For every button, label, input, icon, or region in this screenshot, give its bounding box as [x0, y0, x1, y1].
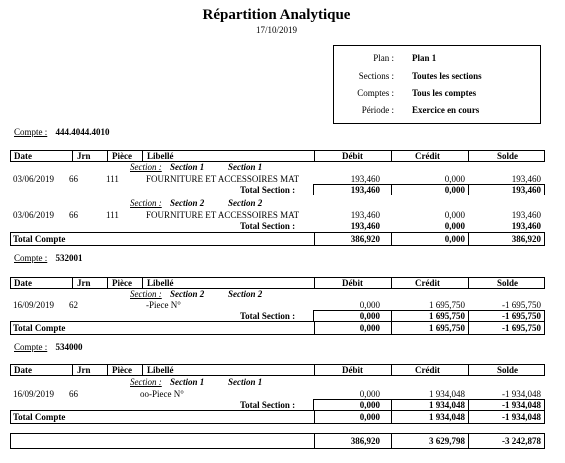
account-total-row: [10, 323, 543, 333]
section-label: Section :: [130, 377, 162, 387]
section-label: Section :: [130, 162, 162, 172]
col-piece: Pièce: [112, 278, 132, 288]
cell-credit: 0,000: [444, 174, 465, 184]
section-label: Section :: [130, 198, 162, 208]
total-debit: 386,920: [350, 234, 380, 244]
section-code: Section 2: [170, 289, 205, 299]
account-heading: [14, 127, 110, 137]
param-label: Plan :: [373, 53, 394, 63]
cell-debit: 0,000: [359, 389, 380, 399]
section-total-row: [10, 221, 543, 231]
total-solde: -1 695,750: [502, 311, 541, 321]
section-name: Section 2: [228, 198, 263, 208]
section-heading: [10, 289, 543, 299]
cell-libelle: -Piece N°: [146, 300, 181, 310]
total-solde: -1 695,750: [502, 323, 541, 333]
total-section-label: Total Section :: [240, 185, 296, 195]
cell-credit: 1 934,048: [429, 389, 465, 399]
total-solde: -1 934,048: [502, 412, 541, 422]
cell-jrn: 66: [69, 174, 78, 184]
col-solde: Solde: [497, 151, 519, 161]
cell-debit: 193,460: [350, 174, 380, 184]
col-credit: Crédit: [415, 151, 440, 161]
cell-jrn: 62: [69, 300, 78, 310]
col-piece: Pièce: [112, 365, 132, 375]
total-credit: 1 695,750: [429, 323, 465, 333]
total-credit: 1 695,750: [429, 311, 465, 321]
param-value: Tous les comptes: [412, 88, 477, 98]
total-credit: 0,000: [444, 234, 465, 244]
cell-solde: 193,460: [511, 174, 541, 184]
report-title: Répartition Analytique: [202, 7, 351, 23]
cell-jrn: 66: [69, 210, 78, 220]
account-total-row: [10, 412, 543, 422]
cell-solde: 193,460: [511, 210, 541, 220]
account-heading: [14, 253, 83, 263]
section-code: Section 2: [170, 198, 205, 208]
total-credit: 1 934,048: [429, 412, 465, 422]
total-section-label: Total Section :: [240, 311, 296, 321]
total-debit: 0,000: [359, 323, 380, 333]
param-value: Plan 1: [412, 53, 437, 63]
account-number: 534000: [55, 342, 83, 352]
section-total-row: [10, 311, 543, 321]
table-row: [10, 174, 543, 184]
cell-libelle: oo-Piece N°: [140, 389, 184, 399]
param-label: Comptes :: [357, 88, 394, 98]
section-code: Section 1: [170, 377, 205, 387]
cell-piece: 111: [106, 174, 119, 184]
col-piece: Pièce: [112, 151, 132, 161]
cell-date: 16/09/2019: [13, 389, 55, 399]
section-label: Section :: [130, 289, 162, 299]
section-heading: [10, 198, 543, 208]
param-value: Toutes les sections: [412, 71, 482, 81]
table-row: [10, 389, 543, 399]
account-number: 444.4044.4010: [55, 127, 110, 137]
section-heading: [10, 377, 543, 387]
param-value: Exercice en cours: [412, 105, 480, 115]
param-label: Période :: [361, 105, 394, 115]
table-header: [10, 277, 545, 289]
total-debit: 193,460: [350, 185, 380, 195]
col-jrn: Jrn: [77, 365, 91, 375]
account-total-row: [10, 234, 543, 244]
cell-date: 03/06/2019: [13, 174, 55, 184]
col-credit: Crédit: [415, 278, 440, 288]
col-libelle: Libellé: [147, 365, 174, 375]
total-credit: 0,000: [444, 221, 465, 231]
col-jrn: Jrn: [77, 151, 91, 161]
total-solde: 193,460: [511, 185, 541, 195]
cell-credit: 1 695,750: [429, 300, 465, 310]
cell-piece: 111: [106, 210, 119, 220]
total-credit: 1 934,048: [429, 400, 465, 410]
section-heading: [10, 162, 543, 172]
section-name: Section 2: [228, 289, 263, 299]
col-date: Date: [14, 151, 32, 161]
section-name: Section 1: [228, 162, 263, 172]
col-solde: Solde: [497, 278, 519, 288]
grand-total-solde: -3 242,878: [502, 436, 541, 446]
table-row: [10, 300, 543, 310]
col-jrn: Jrn: [77, 278, 91, 288]
total-solde: 193,460: [511, 221, 541, 231]
account-label: Compte :: [14, 253, 48, 263]
cell-date: 03/06/2019: [13, 210, 55, 220]
cell-libelle: FOURNITURE ET ACCESSOIRES MAT: [146, 210, 300, 220]
table-row: [10, 210, 543, 220]
col-debit: Débit: [342, 365, 363, 375]
total-compte-label: Total Compte: [13, 412, 66, 422]
param-row-sections: [334, 70, 540, 82]
table-header: [10, 150, 545, 162]
total-solde: -1 934,048: [502, 400, 541, 410]
param-row-comptes: [334, 87, 540, 99]
col-libelle: Libellé: [147, 278, 174, 288]
section-total-row: [10, 185, 543, 195]
total-compte-label: Total Compte: [13, 323, 66, 333]
param-row-plan: [334, 52, 540, 64]
col-debit: Débit: [342, 151, 363, 161]
col-date: Date: [14, 365, 32, 375]
cell-debit: 0,000: [359, 300, 380, 310]
report-parameters-box: [333, 45, 541, 124]
total-section-label: Total Section :: [240, 400, 296, 410]
account-number: 532001: [55, 253, 83, 263]
param-row-periode: [334, 104, 540, 116]
section-name: Section 1: [228, 377, 263, 387]
total-debit: 0,000: [359, 400, 380, 410]
col-debit: Débit: [342, 278, 363, 288]
total-debit: 0,000: [359, 412, 380, 422]
cell-debit: 193,460: [350, 210, 380, 220]
grand-total-credit: 3 629,798: [429, 436, 465, 446]
table-header: [10, 364, 545, 376]
grand-total-debit: 386,920: [350, 436, 380, 446]
cell-solde: -1 934,048: [502, 389, 541, 399]
total-debit: 0,000: [359, 311, 380, 321]
total-debit: 193,460: [350, 221, 380, 231]
section-code: Section 1: [170, 162, 205, 172]
cell-credit: 0,000: [444, 210, 465, 220]
cell-jrn: 66: [69, 389, 78, 399]
total-compte-label: Total Compte: [13, 234, 66, 244]
report-date: 17/10/2019: [255, 25, 297, 35]
account-heading: [14, 342, 83, 352]
account-label: Compte :: [14, 342, 48, 352]
cell-libelle: FOURNITURE ET ACCESSOIRES MAT: [146, 174, 300, 184]
param-label: Sections :: [358, 71, 394, 81]
section-total-row: [10, 400, 543, 410]
grand-total-row: [10, 436, 543, 446]
col-libelle: Libellé: [147, 151, 174, 161]
account-label: Compte :: [14, 127, 48, 137]
total-section-label: Total Section :: [240, 221, 296, 231]
total-credit: 0,000: [444, 185, 465, 195]
cell-date: 16/09/2019: [13, 300, 55, 310]
col-solde: Solde: [497, 365, 519, 375]
col-date: Date: [14, 278, 32, 288]
total-solde: 386,920: [511, 234, 541, 244]
cell-solde: -1 695,750: [502, 300, 541, 310]
col-credit: Crédit: [415, 365, 440, 375]
